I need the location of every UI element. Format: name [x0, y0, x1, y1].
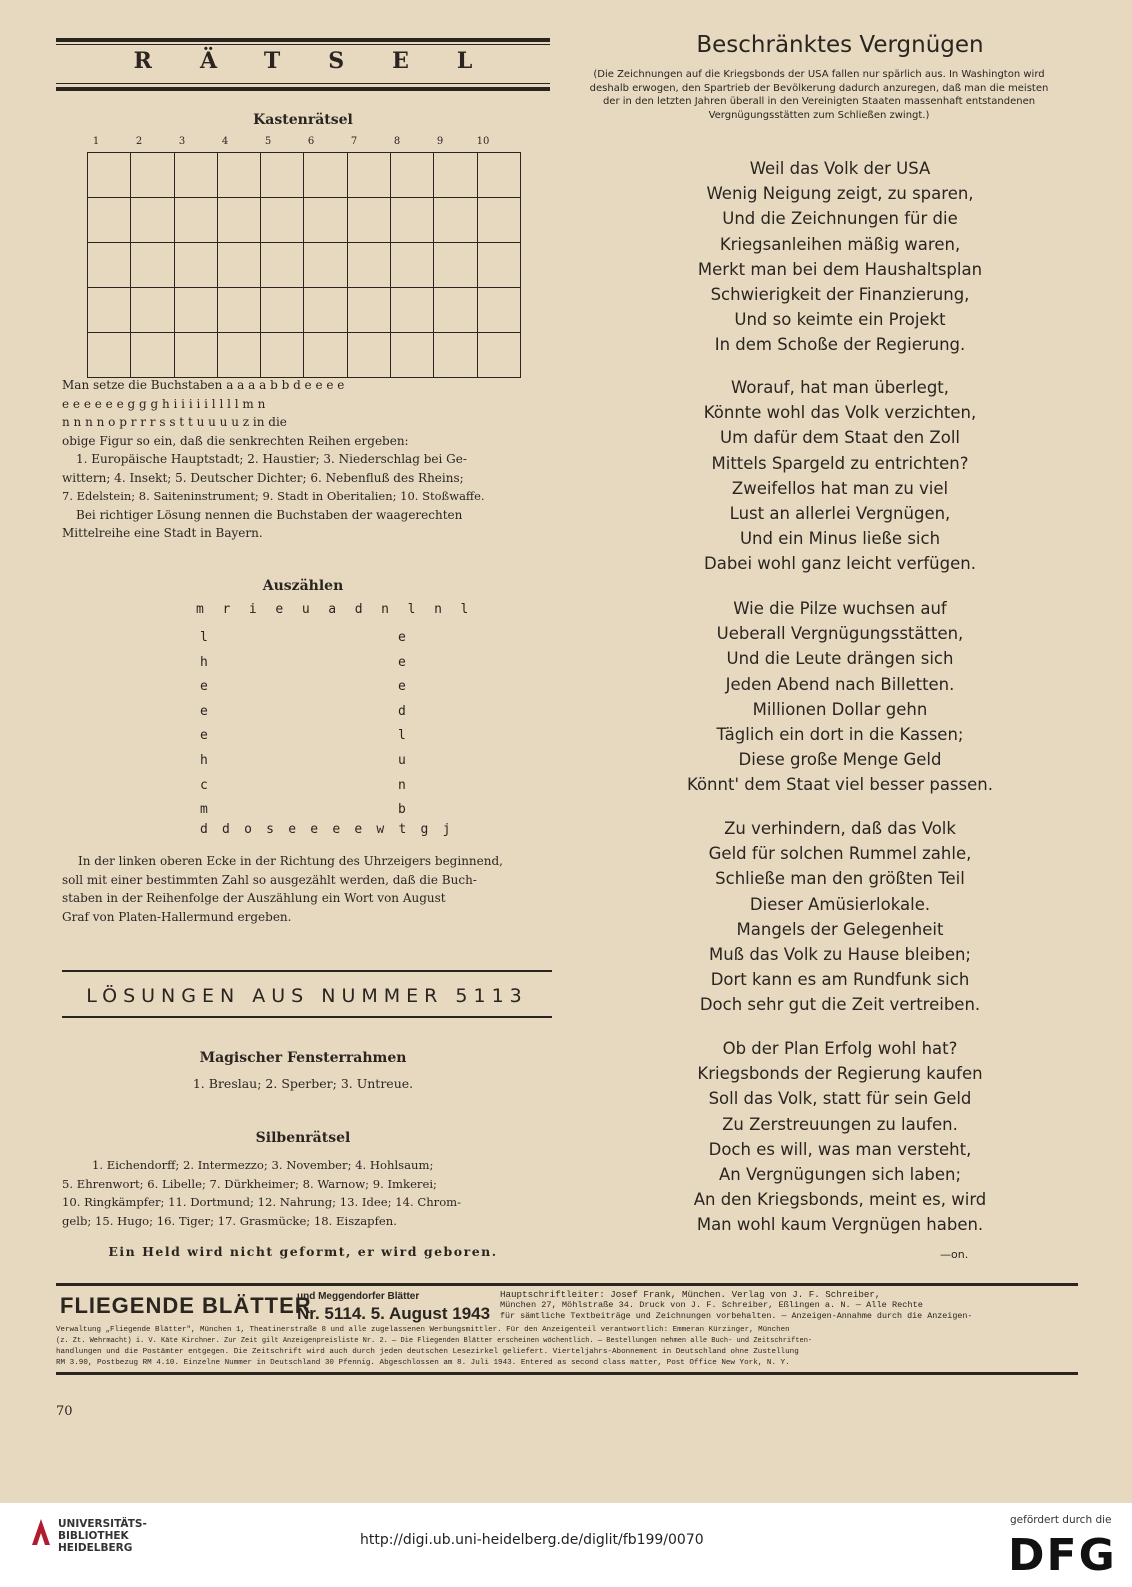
- instruction-line: wittern; 4. Insekt; 5. Deutscher Dichter; 6. Nebenfluß des Rheins;: [62, 470, 464, 485]
- header-rule-bottom: [56, 87, 550, 91]
- poem-line: Zu verhindern, daß das Volk: [724, 819, 956, 838]
- magisch-text: 1. Breslau; 2. Sperber; 3. Untreue.: [192, 1076, 414, 1091]
- imprint-line: München 27, Möhlstraße 34. Druck von J. F. Schreiber, Eßlingen a. N. — Alle Rechte: [500, 1300, 923, 1310]
- grid-cell[interactable]: [261, 243, 304, 288]
- poem-stanza: [600, 816, 1080, 1018]
- loesungen-title: LÖSUNGEN AUS NUMMER 5113: [86, 985, 528, 1007]
- poem-line: Weil das Volk der USA: [749, 159, 931, 178]
- grid-cell[interactable]: [477, 153, 520, 198]
- col-num: 6: [307, 136, 315, 147]
- grid-cell[interactable]: [261, 333, 304, 378]
- kasten-heading: Kastenrätsel: [253, 112, 353, 128]
- letter: m: [200, 802, 208, 818]
- auszaehlen-instructions: [62, 852, 550, 926]
- grid-cell[interactable]: [304, 153, 347, 198]
- col-num: 3: [178, 136, 186, 147]
- imprint-line: für sämtliche Textbeiträge und Zeichnungen vorbehalten. — Anzeigen-Annahme durch die Anzeigen-: [500, 1311, 973, 1321]
- grid-cell[interactable]: [174, 243, 217, 288]
- page-number: 70: [56, 1404, 73, 1419]
- poem-line: Muß das Volk zu Hause bleiben;: [708, 945, 971, 965]
- library-name-line: HEIDELBERG: [58, 1542, 133, 1554]
- poem-line: Mittels Spargeld zu entrichten?: [711, 453, 969, 473]
- library-name: [58, 1518, 147, 1554]
- instruction-line: Graf von Platen-Hallermund ergeben.: [62, 909, 292, 924]
- grid-cell[interactable]: [304, 288, 347, 333]
- poem-line: Dabei wohl ganz leicht verfügen.: [704, 554, 976, 574]
- solution-line: 10. Ringkämpfer; 11. Dortmund; 12. Nahrung; 13. Idee; 14. Chrom-: [62, 1195, 462, 1209]
- letter: c: [200, 777, 208, 793]
- grid-cell[interactable]: [131, 243, 174, 288]
- poem-stanza: [600, 596, 1080, 798]
- poem-line: Soll das Volk, statt für sein Geld: [708, 1089, 972, 1109]
- letter: e: [398, 630, 406, 645]
- letter: n: [398, 777, 406, 793]
- instruction-line: 1. Europäische Hauptstadt; 2. Haustier; 3. Niederschlag bei Ge-: [76, 452, 467, 466]
- poem-line: Ob der Plan Erfolg wohl hat?: [722, 1039, 958, 1058]
- silben-solution: Ein Held wird nicht geformt, er wird geboren.: [108, 1244, 498, 1259]
- grid-cell[interactable]: [477, 333, 520, 378]
- grid-cell[interactable]: [217, 333, 260, 378]
- grid-cell[interactable]: [131, 153, 174, 198]
- poem-line: Und ein Minus ließe sich: [739, 529, 941, 549]
- auszaehlen-right-col: [398, 626, 406, 823]
- grid-cell[interactable]: [391, 153, 434, 198]
- grid-cell[interactable]: [434, 243, 477, 288]
- masthead-issue: Nr. 5114. 5. August 1943: [297, 1304, 491, 1323]
- grid-cell[interactable]: [304, 243, 347, 288]
- grid-cell[interactable]: [261, 198, 304, 243]
- grid-cell[interactable]: [217, 288, 260, 333]
- grid-cell[interactable]: [217, 198, 260, 243]
- sponsor-text: gefördert durch die: [1010, 1514, 1112, 1526]
- poem-line: Schließe man den größten Teil: [715, 869, 965, 889]
- puzzle-grid: [87, 152, 521, 378]
- grid-cell[interactable]: [217, 153, 260, 198]
- col-num: 4: [221, 136, 229, 147]
- poem-line: Und so keimte ein Projekt: [734, 310, 946, 330]
- imprint-line: (z. Zt. Wehrmacht) i. V. Käte Kirchner. Zur Zeit gilt Anzeigenpreisliste Nr. 2. — Die Fliegenden Blätter erscheinen wöchentlich. — Bestellungen nehmen alle Buch- und Zeitschriften-: [56, 1337, 813, 1345]
- masthead-sub: und Meggendorfer Blätter: [297, 1291, 420, 1302]
- instruction-line: Man setze die Buchstaben a a a a b b d e e e e: [62, 378, 345, 392]
- poem-line: Könnte wohl das Volk verzichten,: [703, 403, 977, 423]
- solution-line: gelb; 15. Hugo; 16. Tiger; 17. Grasmücke; 18. Eiszapfen.: [62, 1213, 397, 1228]
- grid-cell[interactable]: [434, 153, 477, 198]
- col-num: 7: [350, 136, 358, 147]
- instruction-line: 7. Edelstein; 8. Saiteninstrument; 9. Stadt in Oberitalien; 10. Stoßwaffe.: [62, 489, 485, 503]
- poem-signature: —on.: [940, 1248, 969, 1261]
- auszaehlen-heading: Auszählen: [262, 578, 344, 594]
- source-url-link[interactable]: http://digi.ub.uni-heidelberg.de/diglit/fb199/0070: [360, 1532, 704, 1548]
- grid-cell[interactable]: [88, 243, 131, 288]
- letter: l: [398, 728, 406, 744]
- col-num: 9: [436, 136, 444, 147]
- grid-cell[interactable]: [174, 288, 217, 333]
- grid-cell[interactable]: [391, 333, 434, 378]
- grid-cell[interactable]: [88, 198, 131, 243]
- grid-cell[interactable]: [131, 288, 174, 333]
- poem-line: Jeden Abend nach Billetten.: [725, 674, 955, 694]
- instruction-line: soll mit einer bestimmten Zahl so ausgezählt werden, daß die Buch-: [62, 872, 477, 887]
- letter: e: [200, 728, 208, 744]
- imprint-line: handlungen und die Postämter entgegen. Die Zeitschrift wird auch durch jeden deutschen Lesezirkel geliefert. Vierteljahrs-Abonnement in Deutschland ohne Zustellung: [56, 1348, 799, 1356]
- poem-title: Beschränktes Vergnügen: [696, 32, 984, 58]
- letter: u: [398, 752, 406, 768]
- instruction-line: e e e e e e g g g h i i i i i l l l l m n: [62, 396, 266, 411]
- poem-line: Wie die Pilze wuchsen auf: [733, 599, 947, 618]
- grid-cell[interactable]: [261, 153, 304, 198]
- letter: e: [398, 654, 406, 670]
- poem-line: Zweifellos hat man zu viel: [731, 478, 949, 498]
- poem-line: Worauf, hat man überlegt,: [730, 378, 950, 397]
- auszaehlen-left-col: [200, 626, 208, 823]
- col-num: 8: [393, 136, 401, 147]
- poem-line: Wenig Neigung zeigt, zu sparen,: [706, 184, 974, 204]
- poem-line: An den Kriegsbonds, meint es, wird: [693, 1190, 987, 1210]
- col-num: 5: [264, 136, 272, 147]
- header-rule-top-thin: [56, 44, 550, 45]
- col-num: 10: [476, 136, 490, 147]
- library-name-line: UNIVERSITÄTS-: [58, 1518, 147, 1530]
- silben-heading: Silbenrätsel: [255, 1130, 351, 1146]
- poem-line: Täglich ein dort in die Kassen;: [716, 725, 964, 745]
- grid-cell[interactable]: [391, 288, 434, 333]
- grid-cell[interactable]: [347, 243, 390, 288]
- poem-stanza: [600, 156, 1080, 358]
- poem-line: Um dafür dem Staat den Zoll: [720, 428, 960, 448]
- grid-cell[interactable]: [304, 198, 347, 243]
- letter: e: [398, 679, 406, 695]
- poem-line: Lust an allerlei Vergnügen,: [729, 504, 951, 524]
- imprint-line: Hauptschriftleiter: Josef Frank, München. Verlag von J. F. Schreiber,: [500, 1289, 881, 1300]
- raetsel-title: RÄTSEL: [133, 48, 521, 74]
- loesungen-rule-bottom: [62, 1016, 552, 1018]
- poem-line: Könnt' dem Staat viel besser passen.: [686, 775, 994, 795]
- grid-cell[interactable]: [434, 198, 477, 243]
- poem-line: Ueberall Vergnügungsstätten,: [716, 624, 964, 644]
- grid-cell[interactable]: [88, 153, 131, 198]
- poem-line: Schwierigkeit der Finanzierung,: [710, 285, 970, 305]
- poem-stanza: [600, 1036, 1080, 1238]
- col-num: 2: [135, 136, 143, 147]
- loesungen-rule-top: [62, 970, 552, 972]
- header-rule-top: [56, 38, 550, 42]
- grid-cell[interactable]: [391, 198, 434, 243]
- grid-cell[interactable]: [477, 288, 520, 333]
- auszaehlen-top-row: m r i e u a d n l n l: [196, 602, 474, 617]
- poem-line: Und die Zeichnungen für die: [722, 209, 958, 229]
- grid-cell[interactable]: [261, 288, 304, 333]
- grid-cell[interactable]: [174, 198, 217, 243]
- poem-line: Zu Zerstreuungen zu laufen.: [722, 1114, 958, 1134]
- grid-cell[interactable]: [88, 333, 131, 378]
- poem-line: An Vergnügungen sich laben;: [718, 1165, 962, 1185]
- grid-cell[interactable]: [477, 243, 520, 288]
- instruction-line: In der linken oberen Ecke in der Richtung des Uhrzeigers beginnend,: [78, 854, 503, 868]
- grid-cell[interactable]: [347, 333, 390, 378]
- grid-cell[interactable]: [434, 288, 477, 333]
- grid-cell[interactable]: [174, 153, 217, 198]
- poem-line: Millionen Dollar gehn: [752, 699, 928, 719]
- poem-line: Geld für solchen Rummel zahle,: [708, 844, 972, 864]
- masthead-right-text: [500, 1289, 972, 1322]
- column-numbers: [86, 136, 526, 150]
- letter: b: [398, 802, 406, 818]
- magisch-heading: Magischer Fensterrahmen: [199, 1050, 407, 1066]
- silben-text: [62, 1156, 550, 1230]
- masthead-name: FLIEGENDE BLÄTTER: [60, 1293, 312, 1318]
- grid-cell[interactable]: [391, 243, 434, 288]
- instruction-line: Bei richtiger Lösung nennen die Buchstaben der waagerechten: [76, 507, 463, 522]
- library-logo-icon: [30, 1517, 52, 1547]
- imprint-line: Verwaltung „Fliegende Blätter", München 1, Theatinerstraße 8 und alle zugelassenen Werbungsmittler. Für den Anzeigenteil verantwortlich: Emmeran Kürzinger, München: [56, 1326, 790, 1334]
- poem-line: Mangels der Gelegenheit: [736, 919, 944, 939]
- grid-cell[interactable]: [131, 333, 174, 378]
- poem-line: In dem Schoße der Regierung.: [714, 335, 966, 355]
- letter: d: [398, 703, 406, 719]
- instruction-line: staben in der Reihenfolge der Auszählung ein Wort von August: [62, 891, 446, 905]
- col-num: 1: [92, 136, 100, 147]
- imprint-line: RM 3.90, Postbezug RM 4.10. Einzelne Nummer in Deutschland 30 Pfennig. Abgeschlossen am 8. Juli 1943. Entered as second class matter, Post Office New York, N. Y.: [56, 1359, 790, 1367]
- dfg-logo: DFG: [1008, 1530, 1117, 1581]
- poem-line: Kriegsbonds der Regierung kaufen: [697, 1064, 983, 1084]
- grid-cell[interactable]: [347, 153, 390, 198]
- poem-line: Kriegsanleihen mäßig waren,: [719, 234, 961, 254]
- letter: h: [200, 752, 208, 768]
- poem-stanza: [600, 375, 1080, 577]
- masthead-rule-top: [56, 1283, 1078, 1286]
- solution-line: 5. Ehrenwort; 6. Libelle; 7. Dürkheimer; 8. Warnow; 9. Imkerei;: [62, 1176, 437, 1191]
- library-name-line: BIBLIOTHEK: [58, 1530, 129, 1542]
- poem-line: Und die Leute drängen sich: [726, 649, 954, 669]
- poem-line: Doch sehr gut die Zeit vertreiben.: [699, 995, 981, 1015]
- kasten-instructions: [62, 376, 550, 543]
- poem-line: Merkt man bei dem Haushaltsplan: [697, 259, 983, 279]
- grid-cell[interactable]: [174, 333, 217, 378]
- grid-cell[interactable]: [347, 198, 390, 243]
- grid-cell[interactable]: [477, 198, 520, 243]
- auszaehlen-bottom-row: d d o s e e e e w t g j: [200, 822, 454, 837]
- grid-cell[interactable]: [434, 333, 477, 378]
- poem-line: Diese große Menge Geld: [738, 750, 942, 770]
- instruction-line: Mittelreihe eine Stadt in Bayern.: [62, 526, 263, 540]
- header-rule-bottom-thin: [56, 83, 550, 84]
- grid-cell[interactable]: [217, 243, 260, 288]
- poem-line: Man wohl kaum Vergnügen haben.: [696, 1215, 984, 1235]
- grid-cell[interactable]: [347, 288, 390, 333]
- letter: e: [200, 703, 208, 719]
- poem-intro: (Die Zeichnungen auf die Kriegsbonds der USA fallen nur spärlich aus. In Washington wird deshalb erwogen, den Spartrieb der Bevölkerung dadurch anzuregen, daß man die meisten der in den letzten Jahren überall in den Vereinigten Staaten massenhaft entstandenen Vergnügungsstätten zum Schließen zwingt.): [589, 69, 1049, 121]
- grid-cell[interactable]: [304, 333, 347, 378]
- grid-cell[interactable]: [88, 288, 131, 333]
- masthead-full-text: [56, 1325, 812, 1369]
- grid-cell[interactable]: [131, 198, 174, 243]
- instruction-line: n n n n o p r r r s s t t u u u u z in die: [62, 415, 287, 429]
- letter: l: [200, 630, 208, 645]
- letter: h: [200, 654, 208, 670]
- solution-line: 1. Eichendorff; 2. Intermezzo; 3. November; 4. Hohlsaum;: [92, 1158, 434, 1172]
- poem-line: Dort kann es am Rundfunk sich: [710, 970, 970, 990]
- instruction-line: obige Figur so ein, daß die senkrechten Reihen ergeben:: [62, 433, 409, 448]
- poem-line: Dieser Amüsierlokale.: [749, 894, 931, 914]
- masthead-rule-bottom: [56, 1372, 1078, 1375]
- poem-line: Doch es will, was man versteht,: [708, 1139, 972, 1159]
- letter: e: [200, 679, 208, 695]
